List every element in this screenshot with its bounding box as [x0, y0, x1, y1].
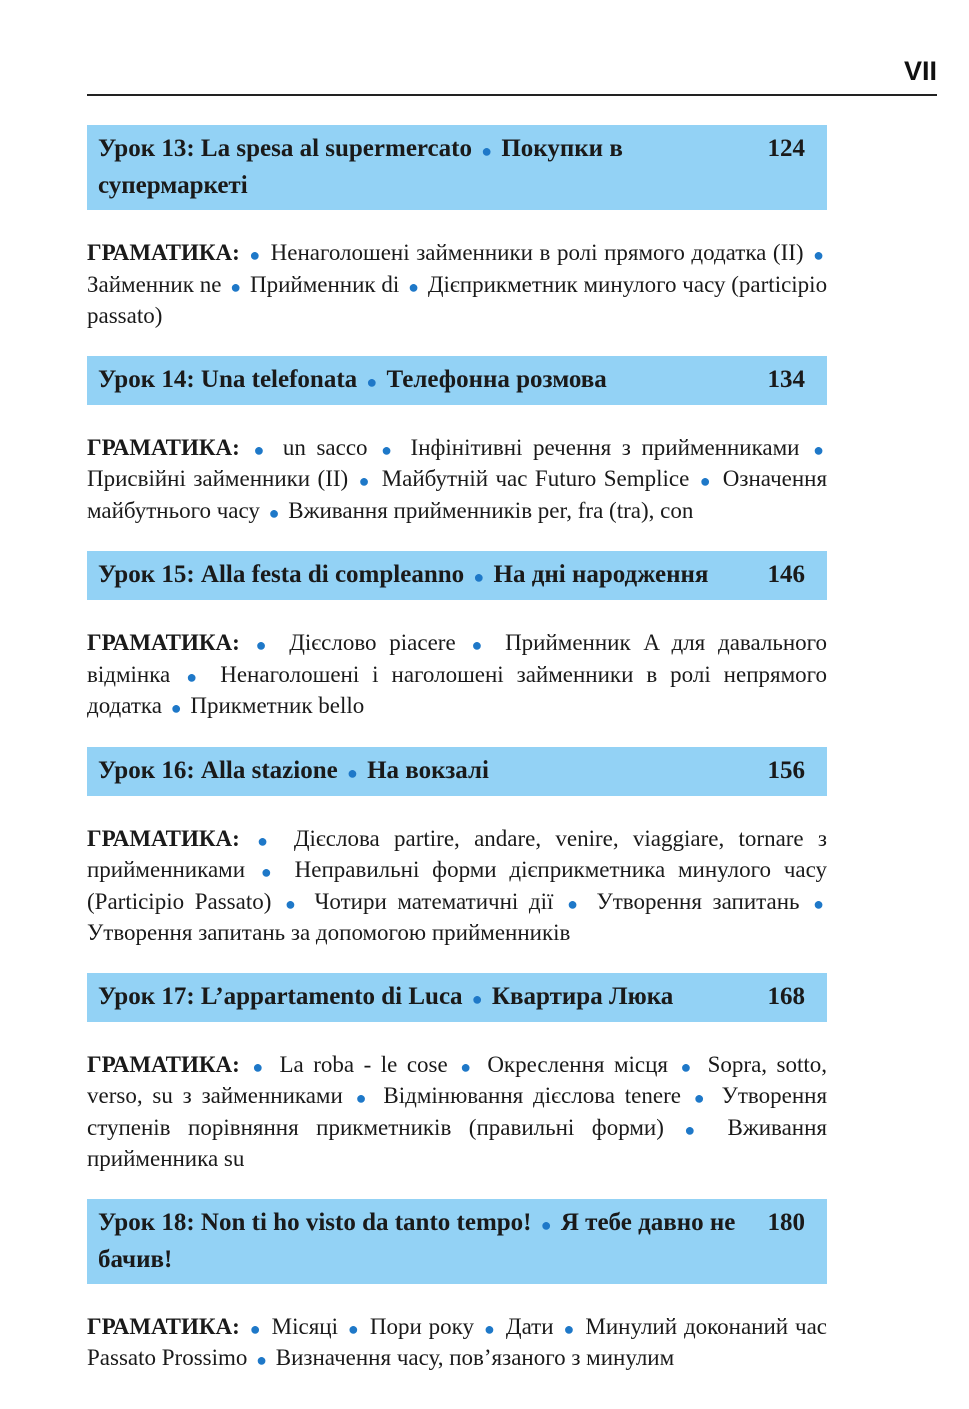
bullet-icon: ● — [473, 567, 485, 587]
grammar-item: Прикметник bello — [190, 693, 365, 718]
grammar-item: Присвійні займенники (II) — [87, 466, 349, 491]
grammar-item: Пори року — [369, 1313, 475, 1339]
grammar-item: Утворення запитань — [596, 888, 800, 914]
lesson-title — [98, 1205, 768, 1278]
lesson-title-ua: На дні народження — [493, 561, 709, 588]
bullet-icon: ● — [170, 698, 182, 718]
bullet-icon: ● — [693, 1088, 709, 1108]
lesson-title — [98, 362, 768, 399]
bullet-icon: ● — [347, 1318, 360, 1339]
bullet-icon: ● — [268, 502, 280, 523]
lesson-page-number: 180 — [767, 1208, 805, 1236]
bullet-icon: ● — [813, 893, 825, 914]
bullet-icon: ● — [567, 893, 583, 914]
grammar-label: ГРАМАТИКА: — [87, 630, 240, 655]
lesson-title — [98, 557, 768, 594]
lesson-title-ua: Я тебе давно не бачив! — [98, 1208, 736, 1273]
lesson-page-number: 168 — [767, 982, 805, 1010]
bullet-icon: ● — [249, 1318, 262, 1339]
grammar-item: Прийменник A для давального відмінка — [87, 630, 828, 687]
bullet-icon: ● — [358, 471, 372, 491]
grammar-item: Неправильні форми дієприкметника минулого часу (Participio Passato) — [87, 857, 828, 914]
grammar-label: ГРАМАТИКА: — [87, 434, 240, 460]
lessons-list — [87, 125, 827, 1399]
lesson-entry — [87, 973, 827, 1175]
grammar-topics — [87, 824, 827, 949]
grammar-item: Вживання прийменників per, fra (tra), con — [288, 497, 694, 523]
grammar-item: Визначення часу, пов’язаного з минулим — [275, 1345, 675, 1370]
page-number: VII — [903, 56, 937, 86]
grammar-item: un sacco — [282, 434, 368, 460]
bullet-icon: ● — [255, 635, 274, 655]
lesson-entry — [87, 551, 827, 723]
lesson-page-number: 134 — [767, 365, 805, 393]
bullet-icon: ● — [460, 1056, 475, 1077]
lesson-title-ua: Телефонна розмова — [386, 365, 607, 393]
lesson-title-it: Урок 13: La spesa al supermercato — [98, 135, 472, 162]
bullet-icon: ● — [346, 762, 358, 783]
lesson-page-number: 146 — [767, 561, 805, 588]
grammar-item: Займенник ne — [87, 271, 222, 297]
bullet-icon: ● — [230, 276, 242, 297]
grammar-topics — [87, 433, 827, 528]
lesson-title-it: Урок 15: Alla festa di compleanno — [98, 561, 465, 588]
grammar-topics — [87, 1312, 827, 1375]
bullet-icon: ● — [471, 988, 483, 1009]
bullet-icon: ● — [252, 1056, 267, 1077]
bullet-icon: ● — [253, 439, 270, 460]
bullet-icon: ● — [381, 439, 397, 460]
grammar-label: ГРАМАТИКА: — [87, 240, 240, 265]
grammar-item: Означення майбутнього часу — [87, 466, 828, 523]
grammar-item: Минулий доконаний час Passato Prossimo — [87, 1313, 827, 1370]
lesson-entry — [87, 747, 827, 949]
lesson-header[interactable] — [87, 973, 827, 1022]
lesson-entry — [87, 356, 827, 528]
grammar-topics — [87, 628, 827, 723]
grammar-item: Ненаголошені займенники в ролі прямого додатка (II) — [270, 240, 804, 265]
lesson-title-it: Урок 14: Una telefonata — [98, 365, 358, 393]
grammar-label: ГРАМАТИКА: — [87, 1313, 240, 1339]
bullet-icon: ● — [680, 1056, 696, 1077]
bullet-icon: ● — [256, 1350, 268, 1370]
grammar-item: Чотири математичні дії — [314, 888, 554, 914]
grammar-item: Майбутній час Futuro Semplice — [381, 466, 690, 491]
lesson-header[interactable] — [87, 551, 827, 600]
lesson-header[interactable] — [87, 125, 827, 210]
lesson-page-number: 156 — [767, 756, 805, 784]
bullet-icon: ● — [813, 245, 825, 265]
grammar-item: Відмінювання дієслова tenere — [383, 1083, 681, 1108]
grammar-item: Sopra, sotto, verso, su з займенниками — [87, 1051, 828, 1108]
bullet-icon: ● — [285, 893, 301, 914]
grammar-item: Вживання прийменника su — [87, 1114, 828, 1171]
grammar-topics — [87, 238, 827, 332]
lesson-title-it: Урок 18: Non ti ho visto da tanto tempo! — [98, 1208, 532, 1236]
lesson-title-it: Урок 16: Alla stazione — [98, 756, 338, 784]
lesson-title — [98, 979, 768, 1016]
bullet-icon: ● — [481, 141, 493, 161]
lesson-entry — [87, 125, 827, 332]
top-rule — [87, 94, 937, 96]
grammar-topics — [87, 1050, 827, 1175]
bullet-icon: ● — [699, 471, 713, 491]
bullet-icon: ● — [366, 371, 378, 392]
grammar-item: Окреслення місця — [487, 1051, 669, 1077]
grammar-item: Дієслова partire, andare, venire, viaggiare, tornare з прийменниками — [87, 825, 828, 882]
bullet-icon: ● — [813, 439, 824, 460]
lesson-header[interactable] — [87, 356, 827, 405]
grammar-label: ГРАМАТИКА: — [87, 825, 240, 851]
grammar-item: Дієслово piacere — [289, 630, 456, 655]
bullet-icon: ● — [563, 1318, 576, 1339]
lesson-title-ua: Квартира Люка — [491, 982, 674, 1010]
grammar-item: Утворення запитань за допомогою прийменників — [87, 920, 571, 945]
lesson-title-it: Урок 17: L’appartamento di Luca — [98, 982, 463, 1010]
grammar-item: Дати — [505, 1313, 554, 1339]
bullet-icon: ● — [260, 862, 279, 882]
grammar-label: ГРАМАТИКА: — [87, 1051, 240, 1077]
lesson-entry — [87, 1199, 827, 1375]
bullet-icon: ● — [483, 1318, 496, 1339]
lesson-header[interactable] — [87, 747, 827, 796]
bullet-icon: ● — [540, 1214, 552, 1235]
bullet-icon: ● — [684, 1119, 707, 1140]
lesson-title — [98, 753, 768, 790]
grammar-item: La roba - le cose — [279, 1051, 448, 1077]
bullet-icon: ● — [249, 245, 262, 265]
grammar-item: Місяці — [271, 1313, 338, 1339]
lesson-title-ua: На вокзалі — [367, 756, 489, 784]
grammar-item: Утворення ступенів порівняння прикметників (правильні форми) — [87, 1083, 828, 1140]
bullet-icon: ● — [257, 830, 277, 851]
grammar-item: Ненаголошені і наголошені займенники в ролі непрямого додатка — [87, 661, 827, 718]
grammar-item: Дієприкметник минулого часу (participio passato) — [87, 271, 828, 328]
lesson-header[interactable] — [87, 1199, 827, 1284]
bullet-icon: ● — [471, 635, 490, 655]
grammar-item: Прийменник di — [249, 271, 400, 297]
grammar-item: Інфінітивні речення з прийменниками — [410, 434, 800, 460]
lesson-title-ua: Покупки в супермаркеті — [98, 135, 623, 199]
lesson-title — [98, 131, 768, 204]
lesson-page-number: 124 — [767, 135, 805, 162]
bullet-icon: ● — [408, 276, 420, 297]
bullet-icon: ● — [355, 1088, 371, 1108]
bullet-icon: ● — [186, 666, 205, 687]
